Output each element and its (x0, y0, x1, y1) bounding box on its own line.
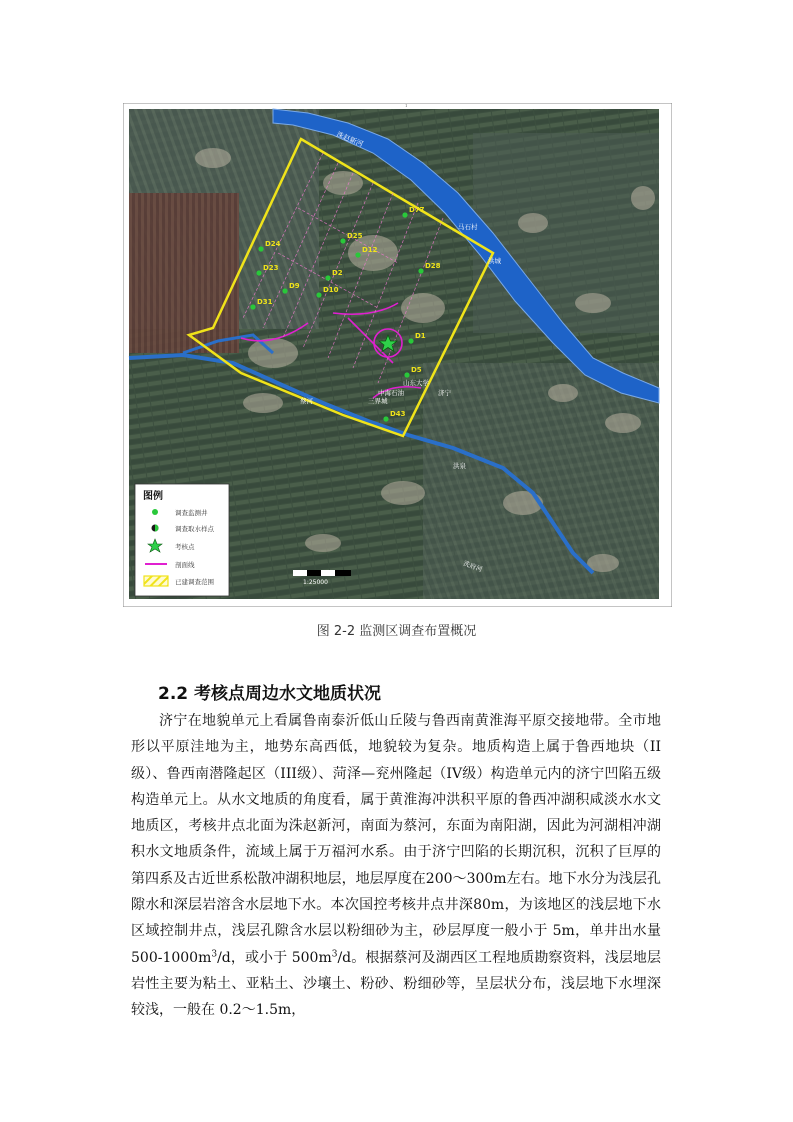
monitoring-point (404, 372, 409, 377)
monitoring-point (250, 304, 255, 309)
monitoring-point (258, 246, 263, 251)
monitoring-point-label: D5 (411, 366, 422, 374)
river-label-bottom: 洗府河 (462, 559, 484, 574)
monitoring-point-label: D28 (425, 262, 441, 270)
monitoring-point-label: D2 (332, 269, 343, 277)
monitoring-point (402, 212, 407, 217)
legend-boundary-symbol (144, 576, 168, 586)
monitoring-point-label: D23 (263, 264, 279, 272)
map-legend (135, 484, 229, 596)
monitoring-point-label: D1 (415, 332, 426, 340)
figure-caption: 图 2-2 监测区调查布置概况 (316, 624, 477, 639)
monitoring-point-label: D31 (257, 298, 273, 306)
place-label: 洪泉 (453, 462, 466, 470)
body-text-part-2: /d，或小于 500m (217, 949, 332, 966)
monitoring-point-label: D24 (265, 240, 281, 248)
monitoring-point (418, 268, 423, 273)
monitoring-point (256, 270, 261, 275)
monitoring-point-label: D77 (409, 206, 425, 214)
monitoring-point-label: D12 (362, 246, 378, 254)
body-text-part-1: 济宁在地貌单元上看属鲁南泰沂低山丘陵与鲁西南黄淮海平原交接地带。全市地形以平原洼地为主，地势东高西低，地貌较为复杂。地质构造上属于鲁西地块（II级）、鲁西南潜隆起区（III级）、菏泽—兖州隆起（IV级）构造单元内的济宁凹陷五级构造单元上。从水文地质的角度看，属于黄淮海冲洪积平原的鲁西冲湖积咸淡水水文地质区，考核井点北面为洙赵新河，南面为蔡河，东面为南阳湖，因此为河湖相冲湖积水文地质条件，流域上属于万福河水系。由于济宁凹陷的长期沉积，沉积了巨厚的第四系及古近世系松散冲湖积地层，地层厚度在200～300m左右。地下水分为浅层孔隙水和深层岩溶含水层地下水。本次国控考核井点井深80m，为该地区的浅层地下水区域控制井点，浅层孔隙含水层以粉细砂为主，砂层厚度一般小于 5m，单井出水量500-1000m (131, 713, 661, 966)
legend-item-profile: 剖面线 (175, 561, 195, 569)
legend-item-assessment: 考核点 (175, 543, 195, 551)
place-label: 三界城 (368, 397, 388, 405)
monitoring-area-map (123, 103, 672, 607)
legend-item-sample: 调查取水样点 (175, 525, 214, 533)
monitoring-point-label: D43 (390, 410, 406, 418)
superscript-1: 3 (211, 949, 218, 960)
monitoring-point-label: D10 (323, 286, 339, 294)
section-title: 考核点周边水文地质状况 (194, 684, 382, 704)
place-label: 济宁 (438, 389, 451, 397)
monitoring-point-label: D9 (289, 282, 300, 290)
svg-text:1:25000: 1:25000 (303, 579, 328, 586)
place-label: 中海石油 (378, 389, 404, 397)
superscript-2: 3 (331, 949, 338, 960)
section-heading (158, 679, 381, 704)
section-number: 2.2 (158, 684, 189, 704)
legend-title: 图例 (143, 491, 163, 502)
top-mark: 1 (405, 103, 408, 108)
legend-well-symbol (152, 509, 158, 515)
monitoring-point (325, 275, 330, 280)
monitoring-point (355, 252, 360, 257)
legend-item-well: 调查监测井 (175, 509, 208, 517)
place-label: 马石村 (458, 223, 478, 231)
place-label: 洪城 (488, 257, 501, 265)
monitoring-point (282, 288, 287, 293)
monitoring-point-label: D25 (347, 232, 363, 240)
legend-sample-symbol (152, 525, 159, 532)
monitoring-point (340, 238, 345, 243)
body-paragraph (131, 708, 661, 1024)
river-label-cai: 蔡河 (300, 397, 313, 405)
body-text-part-3: /d。根据蔡河及湖西区工程地质勘察资料，浅层地层岩性主要为粘土、亚粘土、沙壤土、粉砂、粉细砂等，呈层状分布，浅层地下水埋深较浅，一般在 0.2～1.5m， (131, 949, 661, 1019)
monitoring-point (408, 338, 413, 343)
river-label-zhuzhao: 洙赵新河 (335, 130, 365, 149)
monitoring-point (383, 416, 388, 421)
monitoring-point (316, 292, 321, 297)
place-label: 山东大学 (403, 379, 429, 387)
legend-item-boundary: 已建调查范围 (175, 578, 214, 586)
